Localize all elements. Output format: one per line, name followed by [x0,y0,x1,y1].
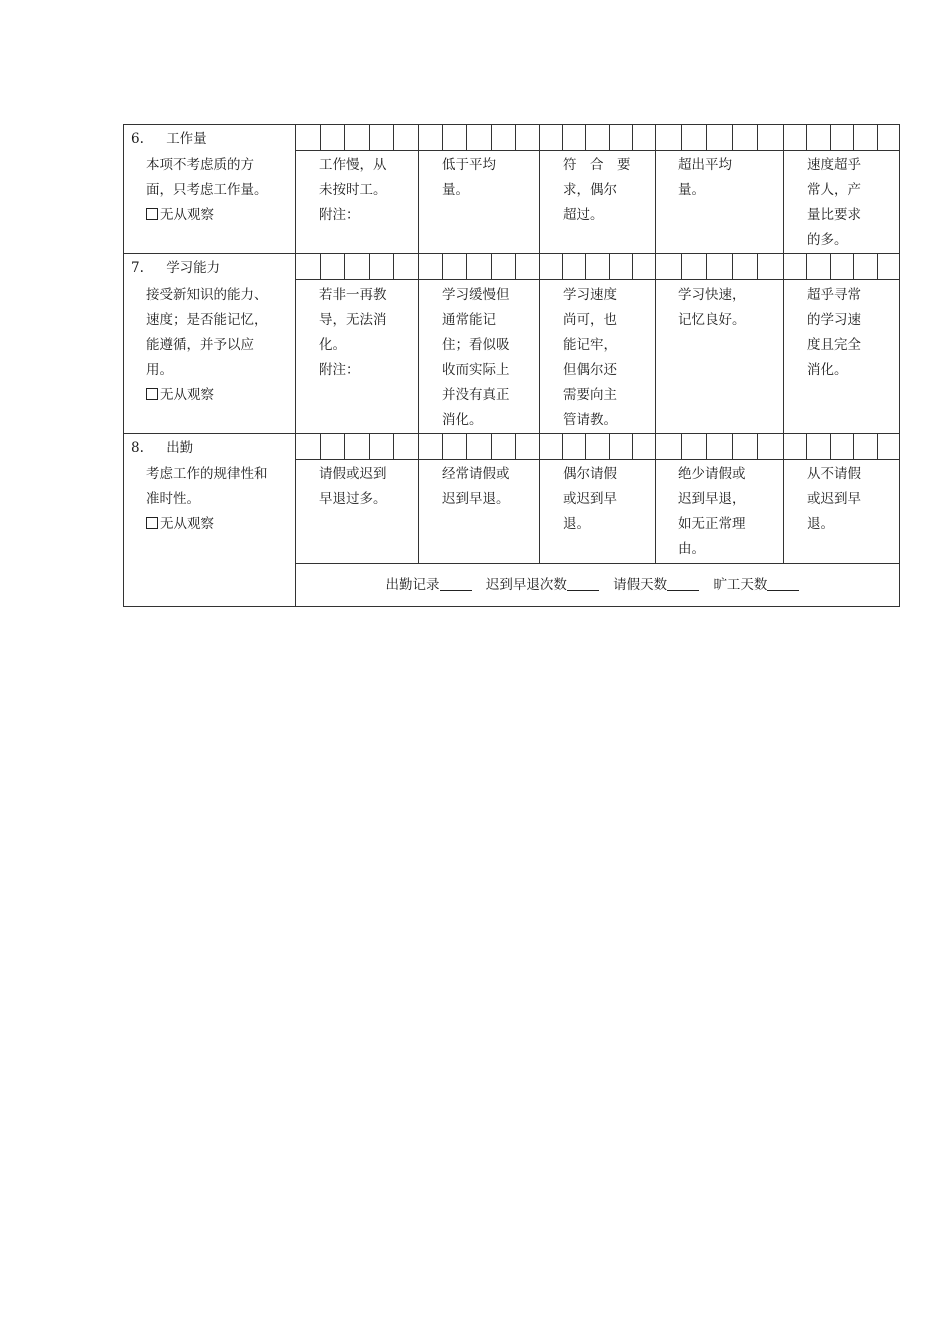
score-box-divider [393,124,394,150]
column-divider [783,124,784,563]
score-box-divider [853,253,854,279]
score-box-divider [757,124,758,150]
score-box-divider [344,253,345,279]
score-box-divider [466,124,467,150]
factor-number: 7. [131,260,144,276]
score-box-divider [369,433,370,459]
factor-name: 学习能力 [166,260,221,276]
grade-cell: 低于平均 量。 [442,157,496,198]
grade-cell: 学习快速， 记忆良好。 [678,287,746,328]
score-box-divider [877,253,878,279]
score-box-divider [562,124,563,150]
factor-title [131,436,193,461]
column-divider [295,124,296,607]
grade-cell: 工作慢，从 未按时工。 附注： [319,157,387,223]
divider [295,563,900,564]
factor-description: 接受新知识的能力、 速度；是否能记忆， 能遵循，并予以应 用。 无从观察 [146,283,268,408]
score-box-divider [632,124,633,150]
score-box-divider [830,124,831,150]
score-box-divider [830,433,831,459]
score-box-divider [562,433,563,459]
divider [295,459,900,460]
checkbox-icon[interactable] [146,517,158,529]
factor-name: 工作量 [166,131,207,147]
grade-cell: 偶尔请假 或迟到早 退。 [563,466,617,532]
grade-cell: 绝少请假或 迟到早退， 如无正常理 由。 [678,466,746,557]
score-box-divider [562,253,563,279]
score-box-divider [369,253,370,279]
grade-cell: 从不请假 或迟到早 退。 [807,466,861,532]
score-box-divider [732,124,733,150]
no-observe-option[interactable]: 无从观察 [146,512,268,537]
grade-cell: 速度超乎 常人，产 量比要求 的多。 [807,157,861,248]
attendance-label: 出勤记录 [385,577,440,593]
score-box-divider [681,124,682,150]
late-label: 迟到早退次数 [485,577,567,593]
score-box-divider [515,253,516,279]
factor-description: 考虑工作的规律性和 准时性。 无从观察 [146,462,268,537]
score-box-divider [320,124,321,150]
score-box-divider [369,124,370,150]
attendance-blank[interactable] [440,576,472,591]
score-box-divider [585,124,586,150]
factor-title [131,127,207,152]
grade-cell: 请假或迟到 早退过多。 [319,466,387,507]
score-box-divider [344,433,345,459]
column-divider [539,124,540,563]
score-box-divider [344,124,345,150]
divider [295,279,900,280]
no-observe-option[interactable]: 无从观察 [146,383,268,408]
score-box-divider [393,253,394,279]
checkbox-icon[interactable] [146,208,158,220]
grade-cell: 学习缓慢但 通常能记 住；看似吸 收而实际上 并没有真正 消化。 [442,287,510,428]
score-box-divider [393,433,394,459]
score-box-divider [515,124,516,150]
factor-title [131,256,220,281]
score-box-divider [706,124,707,150]
grade-cell: 超出平均 量。 [678,157,732,198]
score-box-divider [681,253,682,279]
score-box-divider [732,433,733,459]
score-box-divider [757,253,758,279]
score-box-divider [757,433,758,459]
score-box-divider [609,253,610,279]
grade-cell: 符 合 要 求，偶尔 超过。 [563,157,631,223]
score-box-divider [466,433,467,459]
score-box-divider [442,253,443,279]
grade-cell: 经常请假或 迟到早退。 [442,466,510,507]
score-box-divider [706,433,707,459]
score-box-divider [585,433,586,459]
absent-blank[interactable] [767,576,799,591]
score-box-divider [877,433,878,459]
score-box-divider [806,124,807,150]
score-box-divider [491,433,492,459]
score-box-divider [853,124,854,150]
column-divider [655,124,656,563]
score-box-divider [515,433,516,459]
factor-number: 8. [131,440,144,456]
grade-cell: 若非一再教 导，无法消 化。 附注： [319,287,387,378]
score-box-divider [320,433,321,459]
score-box-divider [491,124,492,150]
late-blank[interactable] [567,576,599,591]
attendance-record [296,565,899,605]
divider [295,150,900,151]
score-box-divider [632,433,633,459]
score-box-divider [491,253,492,279]
grade-cell: 超乎寻常 的学习速 度且完全 消化。 [807,287,861,378]
checkbox-icon[interactable] [146,388,158,400]
score-box-divider [830,253,831,279]
score-box-divider [609,433,610,459]
score-box-divider [320,253,321,279]
factor-name: 出勤 [166,440,194,456]
score-box-divider [681,433,682,459]
score-box-divider [609,124,610,150]
column-divider [418,124,419,563]
score-box-divider [585,253,586,279]
score-box-divider [806,433,807,459]
score-box-divider [466,253,467,279]
no-observe-option[interactable]: 无从观察 [146,203,268,228]
score-box-divider [877,124,878,150]
grade-cell: 学习速度 尚可，也 能记牢， 但偶尔还 需要向主 管请教。 [563,287,617,428]
score-box-divider [442,124,443,150]
absent-label: 旷工天数 [713,577,768,593]
score-box-divider [732,253,733,279]
score-box-divider [442,433,443,459]
leave-label: 请假天数 [613,577,668,593]
score-box-divider [706,253,707,279]
factor-number: 6. [131,131,144,147]
leave-blank[interactable] [667,576,699,591]
score-box-divider [853,433,854,459]
score-box-divider [806,253,807,279]
factor-description: 本项不考虑质的方 面，只考虑工作量。 无从观察 [146,153,268,228]
score-box-divider [632,253,633,279]
